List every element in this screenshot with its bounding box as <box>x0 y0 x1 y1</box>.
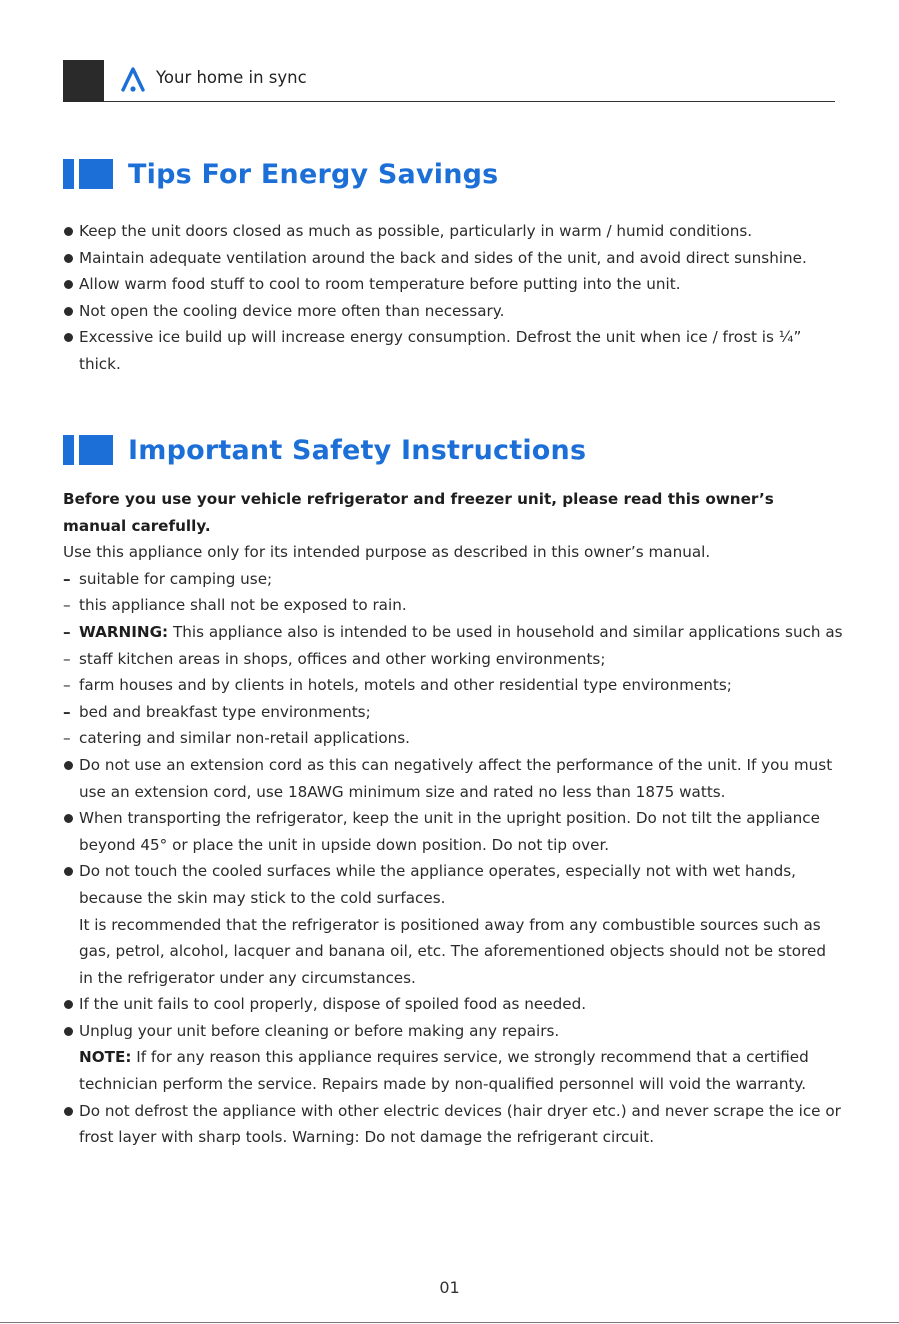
safety-section-heading <box>63 432 586 468</box>
page-number: 01 <box>439 1278 460 1297</box>
dash-item: – bed and breakfast type environments; <box>63 699 843 726</box>
note-paragraph <box>63 1044 843 1097</box>
safety-bullet: Unplug your unit before cleaning or before making any repairs. <box>63 1018 843 1045</box>
energy-tip: Keep the unit doors closed as much as possible, particularly in warm / humid conditions. <box>63 218 843 245</box>
safety-instructions <box>63 486 843 1151</box>
safety-section-title: Important Safety Instructions <box>128 434 587 466</box>
heading-marker-large <box>79 435 113 465</box>
energy-section-heading <box>63 156 498 192</box>
page-header <box>63 60 835 102</box>
note-label: NOTE: <box>79 1048 132 1067</box>
brand-a-logo-icon <box>119 66 147 94</box>
warning-item <box>63 619 843 646</box>
energy-tip: Not open the cooling device more often than necessary. <box>63 298 843 325</box>
footer-rule <box>0 1322 899 1323</box>
dash-item: – staff kitchen areas in shops, offices and other working environments; <box>63 646 843 673</box>
safety-intro: Use this appliance only for its intended purpose as described in this owner’s manual. <box>63 543 711 562</box>
energy-tip: Maintain adequate ventilation around the back and sides of the unit, and avoid direct sunshine. <box>63 245 843 272</box>
safety-bullet: When transporting the refrigerator, keep the unit in the upright position. Do not tilt the appliance beyond 45° or place the unit in upside down position. Do not tip over. <box>63 805 843 858</box>
dash-item: – this appliance shall not be exposed to rain. <box>63 592 843 619</box>
header-rule <box>104 101 835 102</box>
dash-item: – farm houses and by clients in hotels, motels and other residential type environments; <box>63 672 843 699</box>
dash-item: – suitable for camping use; <box>63 566 843 593</box>
energy-tip: Excessive ice build up will increase energy consumption. Defrost the unit when ice / frost is ¼” thick. <box>63 324 843 377</box>
safety-intro-bold: Before you use your vehicle refrigerator and freezer unit, please read this owner’s manual carefully. <box>63 490 774 535</box>
heading-marker-small <box>63 435 74 465</box>
dash-item: – catering and similar non-retail applications. <box>63 725 843 752</box>
energy-tip: Allow warm food stuff to cool to room temperature before putting into the unit. <box>63 271 843 298</box>
safety-bullet: Do not touch the cooled surfaces while the appliance operates, especially not with wet hands, because the skin may stick to the cold surfaces. <box>63 858 843 911</box>
energy-section-title: Tips For Energy Savings <box>128 158 499 190</box>
heading-marker-large <box>79 159 113 189</box>
note-text: If for any reason this appliance requires service, we strongly recommend that a certified technician perform the service. Repairs made by non-qualified personnel will void the warranty. <box>79 1048 809 1094</box>
warning-text: This appliance also is intended to be used in household and similar applications such as <box>168 622 843 641</box>
header-tagline: Your home in sync <box>156 68 307 87</box>
safety-bullet: Do not defrost the appliance with other electric devices (hair dryer etc.) and never scrape the ice or frost layer with sharp tools. Warning: Do not damage the refrigerant circuit. <box>63 1098 843 1151</box>
energy-tips-list <box>63 218 843 378</box>
heading-marker-small <box>63 159 74 189</box>
header-dark-block <box>63 60 104 102</box>
warning-label: WARNING: <box>79 622 169 641</box>
safety-bullet: Do not use an extension cord as this can negatively affect the performance of the unit. If you must use an extension cord, use 18AWG minimum size and rated no less than 1875 watts. <box>63 752 843 805</box>
safety-bullet: If the unit fails to cool properly, dispose of spoiled food as needed. <box>63 991 843 1018</box>
safety-paragraph: It is recommended that the refrigerator is positioned away from any combustible sources such as gas, petrol, alcohol, lacquer and banana oil, etc. The aforementioned objects should not be stored in the refrigerator under any circumstances. <box>79 915 826 987</box>
